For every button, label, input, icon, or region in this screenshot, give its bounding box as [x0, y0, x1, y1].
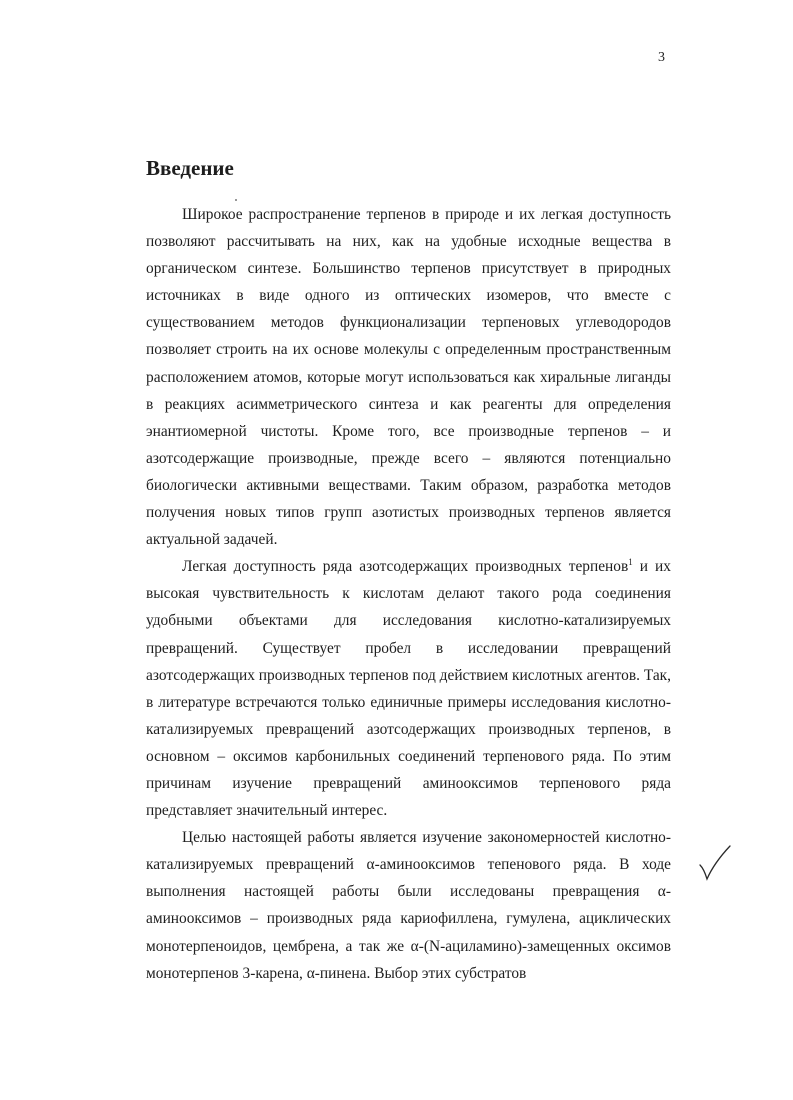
paragraph-2-text-end: и их высокая чувствительность к кислотам делают такого рода соединения удобными объектами для исследования кислотно-катализируемых превращений. Существует пробел в исследовании превращений азотсодержащих производных терпенов под действием кислотных агентов. Так, в литературе встречаются только единичные примеры исследования кислотно-катализируемых превращений азотсодержащих производных терпенов, в основном – оксимов карбонильных соединений терпенового ряда. По этим причинам изучение превращений аминооксимов терпенового ряда представляет значительный интерес. — [146, 558, 671, 820]
body-text — [146, 201, 671, 987]
page-title: Введение — [146, 156, 234, 180]
paragraph-1: Широкое распространение терпенов в природе и их легкая доступность позволяют рассчитывать на них, как на удобные исходные вещества в органическом синтезе. Большинство терпенов присутствует в природных источниках в виде одного из оптических изомеров, что вместе с существованием методов функционализации терпеновых углеводородов позволяет строить на их основе молекулы с определенным пространственным расположением атомов, которые могут использоваться как хиральные лиганды в реакциях асимметрического синтеза и как реагенты для определения энантиомерной чистоты. Кроме того, все производные терпенов – и азотсодержащие производные, прежде всего – являются потенциально биологически активными веществами. Таким образом, разработка методов получения новых типов групп азотистых производных терпенов является актуальной задачей. — [146, 206, 671, 549]
paragraph-2 — [146, 553, 671, 824]
page-number: 3 — [658, 50, 665, 65]
handwritten-checkmark-icon — [698, 843, 732, 883]
footnote-marker: 1 — [628, 557, 633, 568]
paragraph-2-text-start: Легкая доступность ряда азотсодержащих производных терпенов — [182, 558, 629, 576]
paragraph-3: Целью настоящей работы является изучение закономерностей кислотно-катализируемых превращений α-аминооксимов тепенового ряда. В ходе выполнения настоящей работы были исследованы превращения α-аминооксимов – производных ряда кариофиллена, гумулена, ациклических монотерпеноидов, цембрена, а так же α-(N-ациламино)-замещенных оксимов монотерпенов 3-карена, α-пинена. Выбор этих субстратов — [146, 829, 671, 982]
